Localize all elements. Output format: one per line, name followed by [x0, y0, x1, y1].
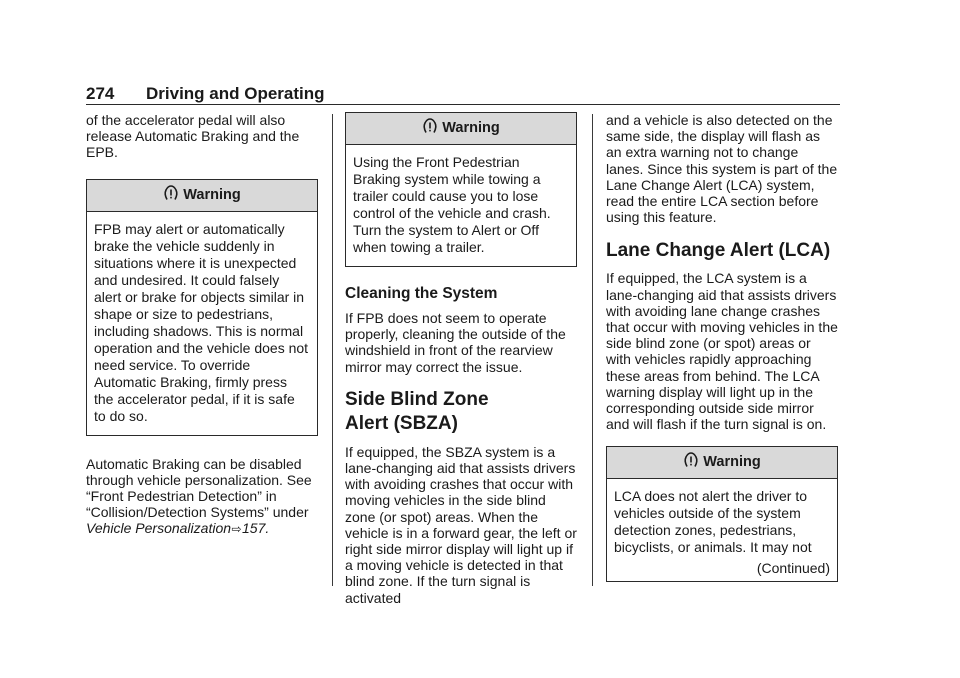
column-2 [345, 112, 577, 606]
heading-line: Alert (SBZA) [345, 412, 458, 434]
warning-box [345, 112, 577, 267]
warning-text: FPB may alert or automatically brake the vehicle suddenly in situations where it is unexpected and undesired. It could falsely alert or brake for objects similar in shape or size to pedestrians, including shadows. This is normal operation and the vehicle does not need service. To override Automatic Braking, firmly press the accelerator pedal, if it is safe to do so. [94, 220, 309, 424]
section-heading: Lane Change Alert (LCA) [606, 240, 831, 262]
section-heading: Cleaning the System [345, 285, 498, 302]
paragraph: If FPB does not seem to operate properly, cleaning the outside of the windshield in front of the rearview mirror may correct the issue. [345, 310, 566, 375]
heading-line: Side Blind Zone [345, 388, 489, 410]
warning-text: LCA does not alert the driver to vehicles outside of the system detection zones, pedestrians, bicyclists, or animals. It may not [614, 488, 812, 556]
warning-label: Warning [183, 186, 241, 203]
header-rule [86, 104, 840, 105]
warning-header [607, 447, 837, 479]
warning-header [346, 113, 576, 145]
warning-icon [422, 118, 438, 134]
paragraph [86, 456, 318, 538]
warning-label: Warning [442, 120, 500, 136]
continued-label: (Continued) [756, 560, 830, 577]
warning-box [606, 446, 838, 582]
column-3 [606, 112, 838, 582]
warning-text: Using the Front Pedestrian Braking system while towing a trailer could cause you to lose control of the vehicle and crash. Turn the system to Alert or Off when towing a trailer. [353, 154, 551, 255]
cross-reference-title[interactable]: Vehicle Personalization [86, 520, 232, 537]
warning-content [607, 479, 837, 581]
page-header [86, 84, 840, 104]
section-title: Driving and Operating [146, 84, 325, 103]
warning-icon [683, 452, 699, 468]
column-divider [332, 114, 333, 586]
section-heading [345, 388, 577, 436]
paragraph: of the accelerator pedal will also release Automatic Braking and the EPB. [86, 112, 300, 161]
warning-label: Warning [703, 454, 761, 471]
paragraph-text: Automatic Braking can be disabled through vehicle personalization. See “Front Pedestrian Detection” in “Collision/Detection Systems” under [86, 455, 312, 521]
warning-box [86, 179, 318, 436]
cross-reference-page[interactable]: 157. [242, 520, 270, 537]
page-reference-icon: ⇨ [231, 522, 242, 537]
column-divider [592, 114, 593, 586]
paragraph: If equipped, the SBZA system is a lane-changing aid that assists drivers with avoiding crashes that occur with moving vehicles in the side blind zone (or spot) areas. When the vehicle is in a forward gear, the left or right side mirror display will light up if a moving vehicle is detected in that blind zone. If the turn signal is activated [345, 443, 577, 606]
paragraph: and a vehicle is also detected on the same side, the display will flash as an extra warning not to change lanes. Since this system is part of the Lane Change Alert (LCA) system, read the entire LCA section before using this feature. [606, 112, 838, 226]
warning-header [87, 180, 317, 212]
page-number: 274 [86, 84, 115, 103]
column-1 [86, 112, 318, 538]
paragraph: If equipped, the LCA system is a lane-changing aid that assists drivers with avoiding lane change crashes that occur with moving vehicles in the side blind zone (or spot) areas or with vehicles rapidly approaching these areas from behind. The LCA warning display will light up in the corresponding outside side mirror and will flash if the turn signal is on. [606, 270, 838, 433]
warning-icon [163, 185, 179, 201]
